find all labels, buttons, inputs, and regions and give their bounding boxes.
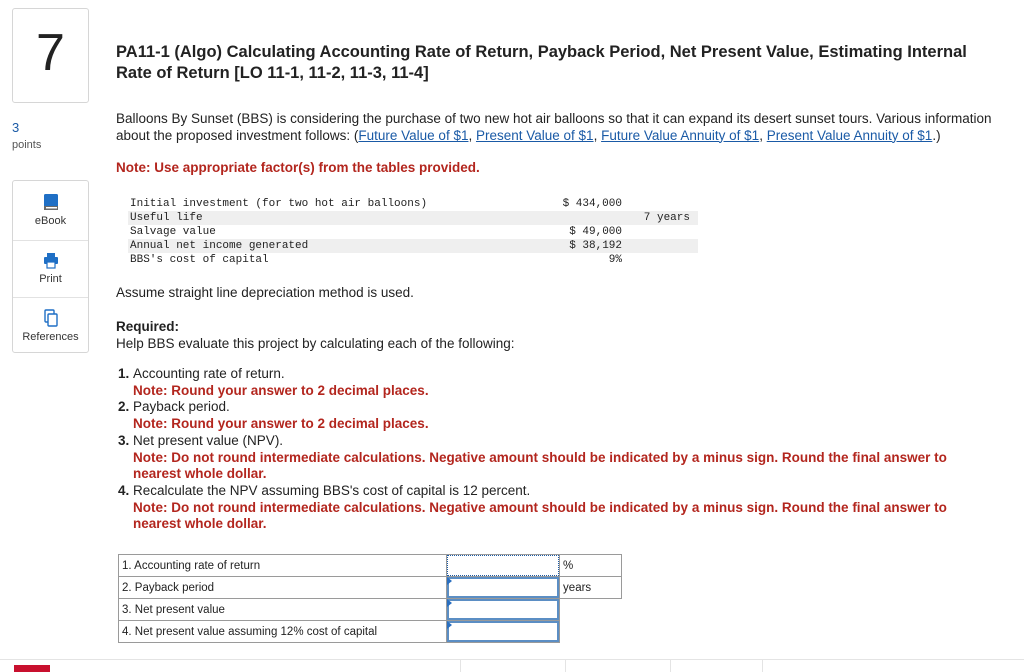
requirement-text: Net present value (NPV). [133, 432, 284, 448]
assumption-text: Assume straight line depreciation method is used. [116, 285, 414, 300]
requirement-text: Payback period. [133, 399, 230, 415]
answer-cell [447, 621, 560, 643]
answer-label: 2. Payback period [119, 577, 447, 599]
divider [13, 297, 88, 298]
data-value: 9% [608, 254, 622, 266]
print-button[interactable] [13, 241, 88, 298]
data-value: $ 38,192 [569, 240, 622, 252]
question-title: PA11-1 (Algo) Calculating Accounting Rate of Return, Payback Period, Net Present Value, Estimating Internal Rate of Return [LO 11-1, 11-2, 11-3, 11-4] [116, 43, 967, 82]
references-label: References [22, 331, 79, 343]
answer-unit [560, 599, 622, 621]
data-label: Initial investment (for two hot air balloons) [130, 198, 428, 210]
data-label: Useful life [130, 212, 203, 224]
requirement-number: 3. [118, 432, 130, 448]
answer-row [119, 621, 622, 643]
link-separator: , [593, 127, 602, 143]
requirement-item [116, 433, 996, 450]
requirement-note: Note: Do not round intermediate calculations. Negative amount should be indicated by a minus sign. Round the final answer to nearest whole dollar. [133, 449, 947, 482]
answer-cell [447, 577, 560, 599]
answer-cell [447, 555, 560, 577]
ebook-button[interactable] [13, 183, 88, 240]
requirement-number: 4. [118, 482, 130, 498]
link-future-value-annuity[interactable]: Future Value Annuity of $1 [601, 127, 760, 143]
data-value: $ 49,000 [569, 226, 622, 238]
divider [762, 660, 763, 672]
question-number: 7 [36, 24, 65, 82]
link-separator: , [759, 127, 767, 143]
requirement-text: Recalculate the NPV assuming BBS's cost of capital is 12 percent. [133, 482, 531, 498]
divider [460, 660, 461, 672]
answer-label: 1. Accounting rate of return [119, 555, 447, 577]
data-row [128, 239, 698, 253]
data-row [128, 253, 698, 267]
points-label: points [12, 139, 42, 151]
requirement-item [116, 399, 996, 416]
print-label: Print [39, 273, 62, 285]
help-text: Help BBS evaluate this project by calculating each of the following: [116, 336, 515, 351]
answer-row [119, 599, 622, 621]
link-present-value-annuity[interactable]: Present Value Annuity of $1 [766, 127, 933, 143]
data-label: Salvage value [130, 226, 216, 238]
requirement-text: Accounting rate of return. [133, 366, 285, 381]
tables-note: Note: Use appropriate factor(s) from the tables provided. [116, 160, 480, 175]
intro-end: .) [932, 127, 941, 143]
references-button[interactable] [13, 299, 88, 356]
answer-unit: years [560, 577, 622, 599]
brand-tab [14, 665, 50, 672]
side-tools-panel [12, 180, 89, 353]
npv-12-input[interactable] [447, 621, 559, 642]
data-label: Annual net income generated [130, 240, 309, 252]
bottom-navigation-bar [0, 659, 1024, 672]
requirement-number: 1. [118, 366, 130, 381]
question-number-box [12, 8, 89, 103]
divider [670, 660, 671, 672]
data-label: BBS's cost of capital [130, 254, 269, 266]
link-future-value[interactable]: Future Value of $1 [358, 127, 469, 143]
answer-label: 4. Net present value assuming 12% cost of capital [119, 621, 447, 643]
references-icon [43, 309, 59, 327]
data-row [128, 211, 698, 225]
book-icon [43, 193, 59, 211]
requirement-note: Note: Do not round intermediate calculations. Negative amount should be indicated by a minus sign. Round the final answer to nearest whole dollar. [133, 499, 947, 532]
answer-cell [447, 599, 560, 621]
flag-icon [447, 599, 452, 607]
requirement-item [116, 366, 996, 383]
requirement-note: Note: Round your answer to 2 decimal places. [133, 382, 429, 398]
answer-table [118, 554, 622, 643]
data-row [128, 197, 698, 211]
answer-row [119, 555, 622, 577]
investment-data-table [128, 197, 698, 267]
data-value: $ 434,000 [562, 198, 622, 210]
data-row [128, 225, 698, 239]
requirement-number: 2. [118, 399, 130, 415]
divider [565, 660, 566, 672]
answer-row [119, 577, 622, 599]
flag-icon [447, 577, 452, 585]
intro-text: Balloons By Sunset (BBS) is considering the purchase of two new hot air balloons so that it can expand its desert sunset tours. Various information about the proposed investment follows: ( [116, 111, 992, 143]
payback-period-input[interactable] [447, 577, 559, 598]
requirements-list [116, 366, 996, 533]
points-value: 3 [12, 120, 20, 135]
ebook-label: eBook [34, 215, 67, 227]
data-value: 7 years [643, 212, 690, 224]
flag-icon [447, 621, 452, 629]
requirement-item [116, 483, 996, 500]
link-present-value[interactable]: Present Value of $1 [475, 127, 594, 143]
accounting-rate-input[interactable] [447, 555, 559, 576]
printer-icon [43, 251, 59, 269]
answer-label: 3. Net present value [119, 599, 447, 621]
intro-paragraph [116, 111, 996, 144]
answer-unit [560, 621, 622, 643]
requirement-note: Note: Round your answer to 2 decimal places. [133, 416, 429, 432]
link-separator: , [468, 127, 476, 143]
required-heading: Required: [116, 319, 180, 334]
answer-unit: % [560, 555, 622, 577]
npv-input[interactable] [447, 599, 559, 620]
